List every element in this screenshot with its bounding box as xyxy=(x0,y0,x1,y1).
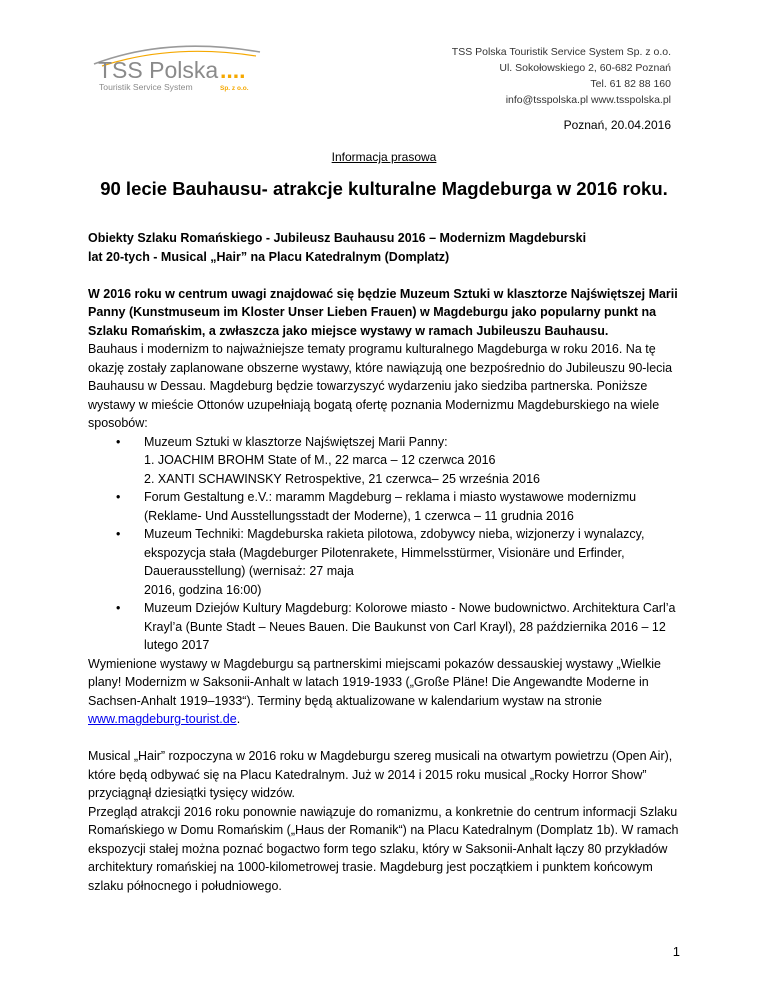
list-item: • Muzeum Sztuki w klasztorze Najświętszej Marii Panny: 1. JOACHIM BROHM State of M., 22 marca – 12 czerwca 2016 2. XANTI SCHAWINSKY Retrospektive, 21 czerwca– 25 września 2016 xyxy=(88,433,688,489)
paragraph-bauhaus: Bauhaus i modernizm to najważniejsze tematy programu kulturalnego Magdeburga w roku 2016. Na tę okazję zostały zaplanowane obszerne wystawy, które nawiązują one bezpośrednio do Jubileuszu 90-lecia Bauhausu w Dessau. Magdeburg będzie towarzyszyć wydarzeniu jako siedziba partnerska. Poniższe wystawy w mieście Ottonów uzupełniają bogatą ofertę poznania Modernizmu Magdeburskiego na wiele sposobów: xyxy=(88,342,673,430)
logo-brand: TSS Polska xyxy=(98,57,219,83)
company-contact: info@tsspolska.pl www.tsspolska.pl xyxy=(505,94,671,106)
subtitle-line-2: lat 20-tych - Musical „Hair” na Placu Katedralnym (Domplatz) xyxy=(88,249,450,264)
document-body xyxy=(88,229,688,895)
company-logo xyxy=(88,40,268,96)
paragraph-romanesque: Przegląd atrakcji 2016 roku ponownie nawiązuje do romanizmu, a konkretnie do centrum informacji Szlaku Romańskiego w Domu Romańskim („Haus der Romanik“) na Placu Katedralnym (Domplatz 1b). W ramach ekspozycji stałej można poznać bogactwo form tego szlaku, który w Saksonii-Anhalt łączy 80 przykładów architektury romańskiej na 1000-kilometrowej trasie. Magdeburg jest początkiem i punktem końcowym szlaku północnego i południowego. xyxy=(88,804,679,893)
logo-suffix: Sp. z o.o. xyxy=(220,85,249,92)
logo-dots: .... xyxy=(220,57,246,83)
magdeburg-tourist-link[interactable]: www.magdeburg-tourist.de xyxy=(88,712,237,726)
exhibition-list xyxy=(88,433,688,655)
logo-tagline: Touristik Service System xyxy=(99,82,193,92)
press-release-label xyxy=(0,150,768,164)
list-item: • Muzeum Techniki: Magdeburska rakieta pilotowa, zdobywcy nieba, wizjonerzy i wynalazcy, ekspozycja stała (Magdeburger Pilotenrakete, Himmelsstürmer, Visionäre und Erfinder, Dauerausstellung) (wernisaż: 27 maja 2016, godzina 16:00) xyxy=(88,525,688,599)
company-phone: Tel. 61 82 88 160 xyxy=(590,78,671,90)
company-address: Ul. Sokołowskiego 2, 60-682 Poznań xyxy=(499,62,671,74)
company-info xyxy=(452,44,671,108)
document-title: 90 lecie Bauhausu- atrakcje kulturalne Magdeburga w 2016 roku. xyxy=(100,178,668,199)
list-item: • Forum Gestaltung e.V.: maramm Magdeburg – reklama i miasto wystawowe modernizmu (Reklame- Und Ausstellungsstadt der Moderne), 1 czerwca – 11 grudnia 2016 xyxy=(88,488,688,525)
logo-graphic xyxy=(88,40,268,96)
lead-paragraph: W 2016 roku w centrum uwagi znajdować się będzie Muzeum Sztuki w klasztorze Najświętszej Marii Panny (Kunstmuseum im Kloster Unser Lieben Frauen) w Magdeburgu jako popularny punkt na Szlaku Romańskim, a zwłaszcza jako miejsce wystawy w ramach Jubileuszu Bauhausu. xyxy=(88,286,678,338)
subtitle-line-1: Obiekty Szlaku Romańskiego - Jubileusz Bauhausu 2016 – Modernizm Magdeburski xyxy=(88,231,587,245)
paragraph-musical: Musical „Hair” rozpoczyna w 2016 roku w Magdeburgu szereg musicali na otwartym powietrzu (Open Air), które będą odbywać się na Placu Katedralnym. Już w 2014 i 2015 roku musical „Rocky Horror Show” przyciągnął dziesiątki tysięcy widzów. xyxy=(88,749,673,800)
press-release-text: Informacja prasowa xyxy=(331,150,437,164)
document-date: Poznań, 20.04.2016 xyxy=(563,118,671,132)
paragraph-partner-exhibitions: Wymienione wystawy w Magdeburgu są partnerskimi miejscami pokazów dessauskiej wystawy „Wielkie plany! Modernizm w Saksonii-Anhalt w latach 1919-1933 („Große Pläne! Die Angewandte Moderne in Sachsen-Anhalt 1919–1933“). Terminy będą aktualizowane w kalendarium wystaw na stronie www.magdeburg-tourist.de. xyxy=(88,656,661,726)
company-name: TSS Polska Touristik Service System Sp. z o.o. xyxy=(451,46,671,58)
list-item: • Muzeum Dziejów Kultury Magdeburg: Kolorowe miasto - Nowe budownictwo. Architektura Carl’a Krayl’a (Bunte Stadt – Neues Bauen. Die Baukunst von Carl Krayl), 28 października 2016 – 12 lutego 2017 xyxy=(88,599,688,655)
page-number: 1 xyxy=(672,944,680,959)
